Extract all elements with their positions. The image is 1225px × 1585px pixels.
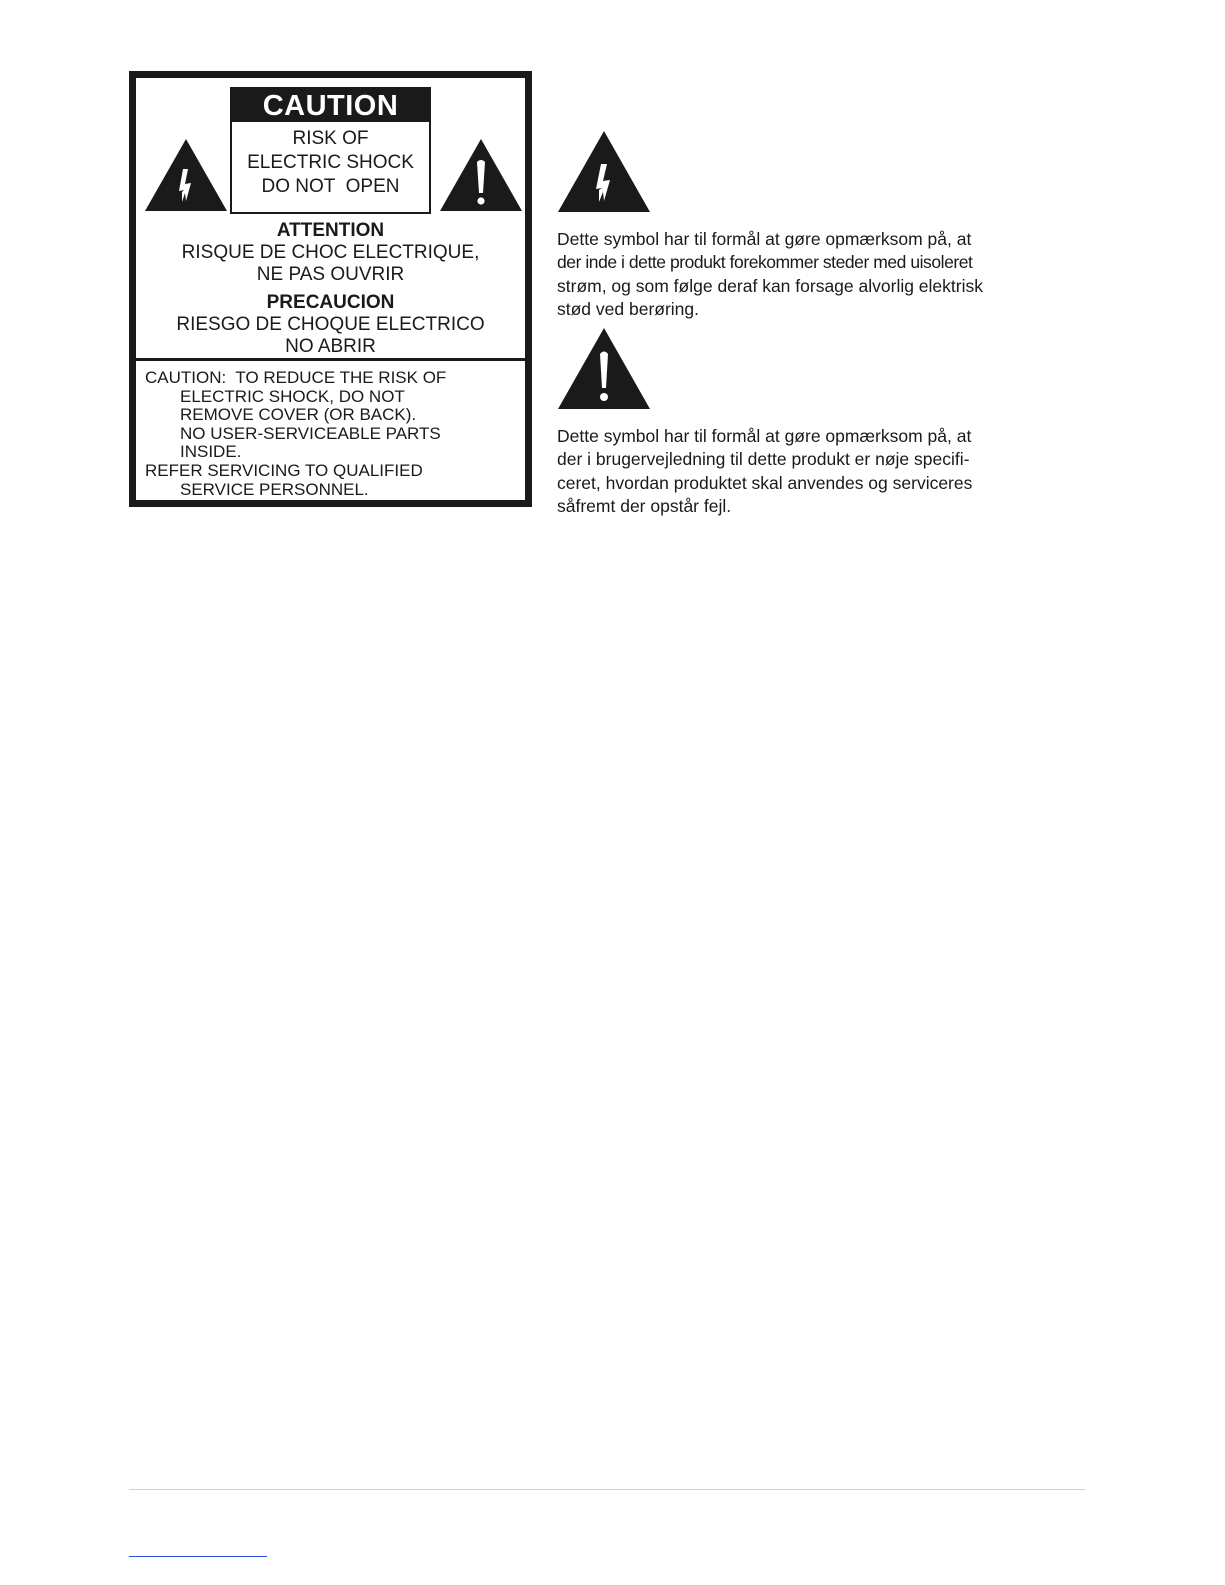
description-line: såfremt der opstår fejl. [557, 495, 732, 516]
service-warning-line: REMOVE COVER (OR BACK). [180, 405, 417, 425]
footer-link-underline[interactable] [129, 1556, 267, 1557]
exclamation-warning-icon [439, 138, 523, 212]
caution-subtitle-line: RISK OF [292, 128, 369, 149]
caution-subtitle-line: DO NOT OPEN [261, 176, 400, 197]
service-warning-line: NO USER-SERVICEABLE PARTS [180, 423, 441, 443]
footer-divider [129, 1489, 1085, 1490]
spanish-warning [136, 292, 525, 358]
service-warning-line: CAUTION: TO REDUCE THE RISK OF [145, 368, 447, 387]
spanish-line: RIESGO DE CHOQUE ELECTRICO [176, 314, 485, 335]
exclamation-warning-icon [557, 327, 651, 410]
french-warning [136, 220, 525, 286]
service-warning-line: SERVICE PERSONNEL. [180, 479, 369, 499]
french-line: NE PAS OUVRIR [256, 264, 405, 285]
shock-symbol-description [557, 228, 1053, 321]
exclamation-symbol-description [557, 425, 1053, 518]
caution-banner [230, 87, 431, 214]
caution-label-upper [136, 78, 525, 358]
spanish-line: NO ABRIR [285, 336, 376, 357]
description-line: der i brugervejledning til dette produkt er nøje specifi- [557, 449, 970, 470]
french-line: RISQUE DE CHOC ELECTRIQUE, [181, 242, 480, 263]
description-line: der inde i dette produkt forekommer steder med uisoleret [557, 252, 973, 273]
french-heading: ATTENTION [276, 220, 385, 241]
service-warning-line: ELECTRIC SHOCK, DO NOT [180, 386, 405, 406]
spanish-heading: PRECAUCION [266, 292, 395, 313]
service-warning [145, 369, 520, 499]
description-line: Dette symbol har til formål at gøre opmærksom på, at [557, 229, 972, 249]
lightning-warning-icon [557, 130, 651, 213]
service-warning-line: INSIDE. [180, 442, 242, 462]
service-warning-line: REFER SERVICING TO QUALIFIED [145, 460, 423, 480]
caution-subtitle [232, 127, 429, 199]
label-divider [136, 358, 525, 361]
lightning-warning-icon [144, 138, 228, 212]
description-line: stød ved berøring. [557, 298, 699, 319]
caution-subtitle-line: ELECTRIC SHOCK [247, 152, 414, 173]
caution-label [129, 71, 532, 507]
description-line: ceret, hvordan produktet skal anvendes og serviceres [557, 472, 973, 493]
description-line: strøm, og som følge deraf kan forsage alvorlig elektrisk [557, 275, 983, 296]
caution-title: CAUTION [232, 89, 429, 122]
description-line: Dette symbol har til formål at gøre opmærksom på, at [557, 426, 972, 446]
